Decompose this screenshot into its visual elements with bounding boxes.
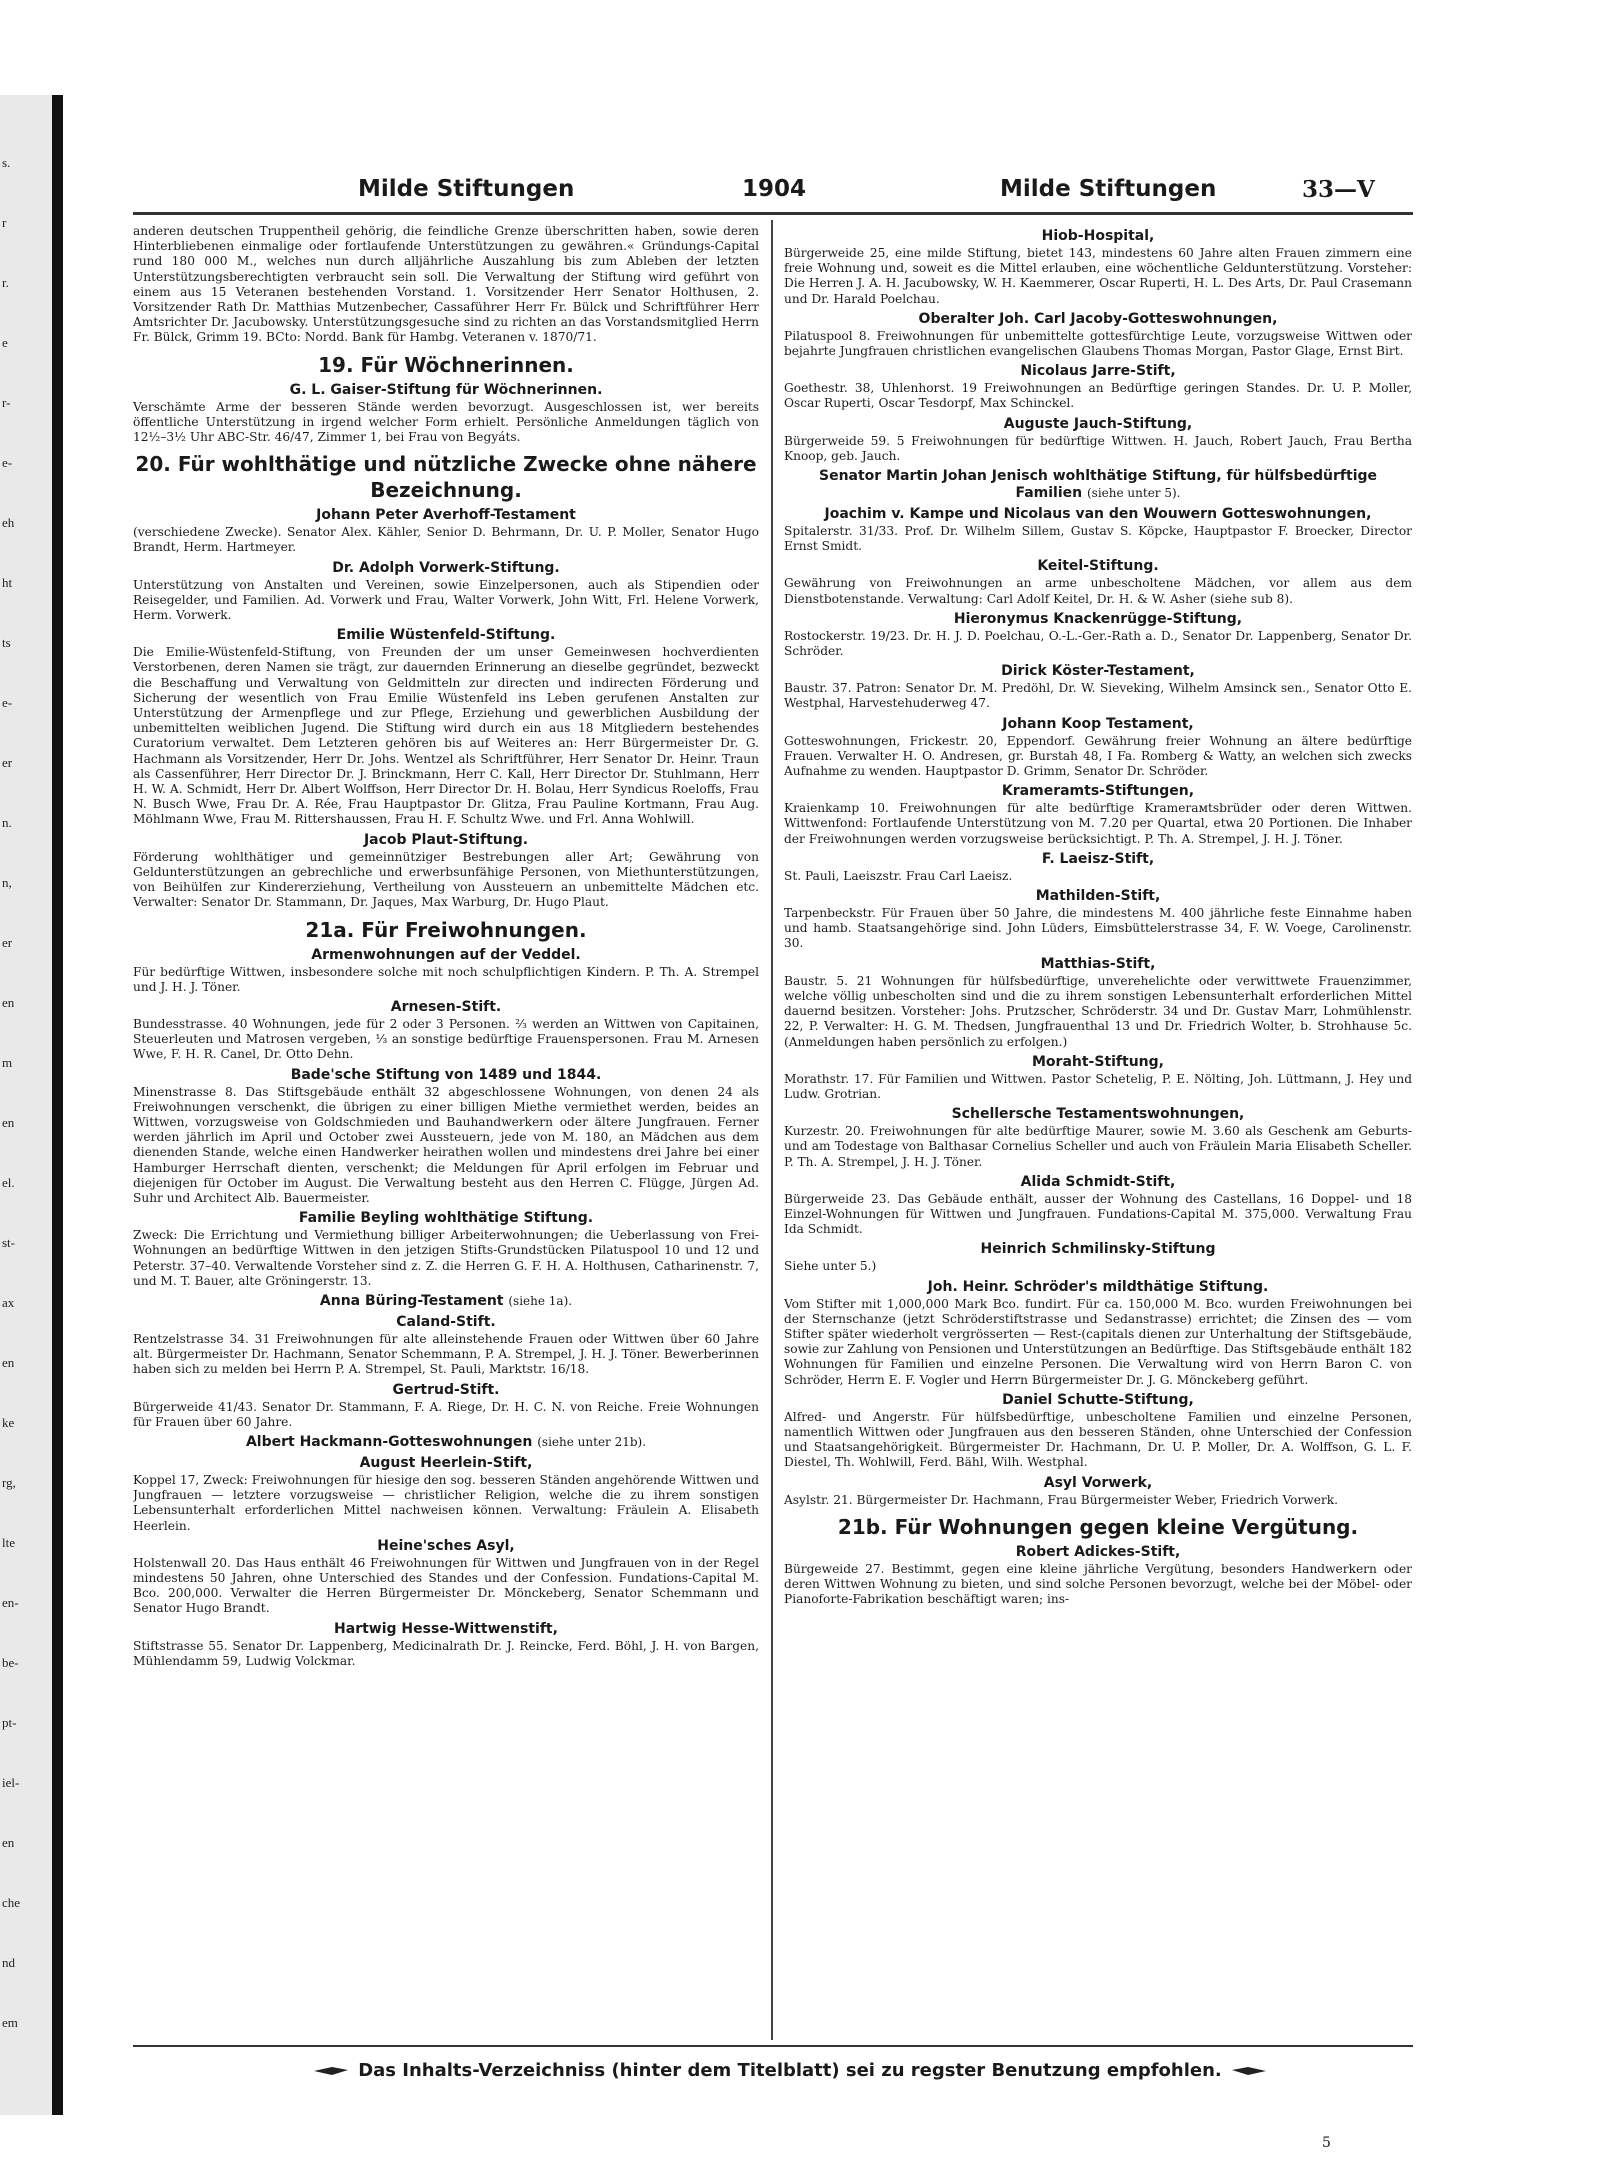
entry-text: St. Pauli, Laeiszstr. Frau Carl Laeisz. (784, 868, 1013, 883)
margin-fragment: ke (2, 1415, 15, 1430)
margin-fragment: m (2, 1055, 13, 1070)
entry-title: Armenwohnungen auf der Veddel. (311, 946, 581, 963)
entry-text: Bürgerweide 59. 5 Freiwohnungen für bedürftige Wittwen. H. Jauch, Robert Jauch, Frau Bertha Knoop, geb. Jauch. (784, 433, 1412, 463)
page-number: 5 (1322, 2135, 1331, 2151)
entry-text: (verschiedene Zwecke). Senator Alex. Kähler, Senior D. Behrmann, Dr. U. P. Moller, Senator Hugo Brandt, Herm. Hartmeyer. (133, 525, 759, 555)
entry-text: Siehe unter 5.) (784, 1259, 877, 1274)
entry-text: Bürgerweide 41/43. Senator Dr. Stammann, F. A. Riege, Dr. H. C. N. von Reiche. Freie Wohnungen für Frauen über 60 Jahre. (133, 1399, 759, 1429)
entry-title: Caland-Stift. (396, 1313, 496, 1330)
entry-text: Pilatuspool 8. Freiwohnungen für unbemittelte gottesfürchtige Leute, vorzugsweise Wittwen oder bejahrte Jungfrauen christlichen evangelischen Glaubens Thomas Morgan, Pastor Glage, Ernst Birt. (784, 328, 1412, 359)
margin-fragment: rg, (2, 1475, 16, 1490)
entry-title: Keitel-Stiftung. (1037, 558, 1159, 575)
entry-title: August Heerlein-Stift, (359, 1454, 533, 1471)
entry-text: Tarpenbeckstr. Für Frauen über 50 Jahre, die mindestens M. 400 jährliche feste Einnahme haben und hamb. Staatsangehörige sind. John Lüders, Eimsbüttelerstrasse 34, F. W. Voege, Carolinenstr. 30. (784, 906, 1412, 951)
margin-fragment: r. (2, 275, 9, 290)
entry-text: Bundesstrasse. 40 Wohnungen, jede für 2 oder 3 Personen. ⅔ werden an Wittwen von Capitainen, Steuerleuten und Matrosen vergeben, ⅓ an sonstige bedürftige Frauenspersonen. Frau M. Arnesen Wwe, F. H. R. Canel, Dr. Otto Dehn. (133, 1016, 759, 1062)
margin-fragment: eh (2, 515, 15, 530)
entry-text: Verschämte Arme der besseren Stände werden bevorzugt. Ausgeschlossen ist, wer bereits öffentliche Unterstützung in irgend welcher Form erhielt. Persönliche Anmeldungen täglich von 12½–3½ Uhr ABC-Str. 46/47, Zimmer 1, bei Frau von Begyáts. (133, 399, 759, 445)
entry-title: Gertrud-Stift. (392, 1381, 500, 1398)
section-heading: 21b. Für Wohnungen gegen kleine Vergütung. (837, 1514, 1359, 1539)
margin-fragment: er (2, 935, 13, 950)
margin-fragment: en (2, 995, 15, 1010)
adjacent-page-edge (0, 95, 52, 2115)
margin-fragment: en- (2, 1595, 19, 1610)
footer-note (240, 2060, 1340, 2081)
entry-text: Asylstr. 21. Bürgermeister Dr. Hachmann, Frau Bürgermeister Weber, Friedrich Vorwerk. (784, 1492, 1339, 1507)
entry-title: Anna Büring-Testament (siehe 1a). (319, 1292, 573, 1309)
pointing-hand-icon (1228, 2064, 1268, 2078)
margin-fragment: ax (2, 1295, 15, 1310)
entry-title: Senator Martin Johan Jenisch wohlthätige Stiftung, für hülfsbedürftige Familien (siehe unter 5). (818, 468, 1378, 502)
entry-text: Für bedürftige Wittwen, insbesondere solche mit noch schulpflichtigen Kindern. P. Th. A. Strempel und J. H. J. Töner. (133, 964, 759, 994)
entry-text: Kurzestr. 20. Freiwohnungen für alte bedürftige Maurer, sowie M. 3.60 als Geschenk am Geburts- und am Todestage von Balthasar Cornelius Scheller und auch von Fräulein Maria Elisabeth Scheller. P. Th. A. Strempel, J. H. J. Töner. (784, 1124, 1412, 1169)
entry-text: Kraienkamp 10. Freiwohnungen für alte bedürftige Kramerамtsbrüder oder deren Wittwen. Wittwenfond: Fortlaufende Unterstützung von M. 7.20 per Quartal, etwa 20 Portionen. Die Inhaber der Freiwohnungen werden vorzugsweise berücksichtigt. P. Th. A. Strempel, J. H. J. Töner. (784, 801, 1412, 846)
entry-title: Krameramts-Stiftungen, (1001, 783, 1195, 800)
entry-text: Rentzelstrasse 34. 31 Freiwohnungen für alte alleinstehende Frauen oder Wittwen über 60 Jahre alt. Bürgermeister Dr. Hachmann, Senator Schemmann, P. A. Strempel, J. H. J. Töner. Bewerberinnen haben sich zu melden bei Herrn P. A. Strempel, St. Pauli, Marktstr. 16/18. (133, 1331, 759, 1377)
margin-fragment: che (2, 1895, 21, 1910)
entry-text: Rostockerstr. 19/23. Dr. H. J. D. Poelchau, O.-L.-Ger.-Rath a. D., Senator Dr. Lappenberg, Senator Dr. Schröder. (784, 628, 1412, 659)
entry-text: Koppel 17, Zweck: Freiwohnungen für hiesige den sog. besseren Ständen angehörende Wittwen und Jungfrauen — letztere vorzugsweise — christlicher Religion, welche die zu ihrem sonstigen Lebensunterhalt erforderlichen Mittel nachweisen können. Verwaltung: Fräulein A. Elisabeth Heerlein. (133, 1472, 759, 1533)
entry-title: Robert Adickes-Stift, (1015, 1543, 1181, 1560)
entry-title: Matthias-Stift, (1040, 955, 1156, 972)
margin-fragment: e- (2, 455, 13, 470)
cross-reference: (siehe unter 5). (1087, 486, 1181, 501)
margin-fragment: er (2, 755, 13, 770)
margin-fragment: lte (2, 1535, 15, 1550)
margin-fragment: ht (2, 575, 13, 590)
entry-text: Bürgeweide 27. Bestimmt, gegen eine kleine jährliche Vergütung, besonders Handwerkern oder deren Wittwen Wohnung zu bieten, und sind solche Personen bevorzugt, welche bei der Möbel- oder Pianoforte-Fabrikation beschäftigt waren; ins- (784, 1561, 1412, 1607)
cross-reference: (siehe 1a). (508, 1293, 573, 1308)
margin-fragment: e (2, 335, 8, 350)
left-column (133, 224, 759, 2062)
section-heading: 21a. Für Freiwohnungen. (305, 917, 587, 942)
entry-text: Bürgerweide 23. Das Gebäude enthält, ausser der Wohnung des Castellans, 16 Doppel- und 18 Einzel-Wohnungen für Wittwen und Jungfrauen. Fundations-Capital M. 375,000. Verwaltung Frau Ida Schmidt. (784, 1191, 1412, 1237)
entry-title: Jacob Plaut-Stiftung. (363, 831, 529, 848)
footer-rule (133, 2045, 1413, 2047)
right-column (784, 224, 1412, 2062)
entry-title: Heine'sches Asyl, (377, 1537, 515, 1554)
entry-text: Minenstrasse 8. Das Stiftsgebäude enthält 32 abgeschlossene Wohnungen, von denen 24 als Freiwohnungen verschenkt, die übrigen zu einer billigen Miethe vermiethet werden, beides an Wittwen, vorzugsweise von Goldschmieden und Bauhandwerkern oder ältere Jungfrauen. Ferner werden jährlich im April und October zwei Aussteuern, jede von M. 180, an Mädchen aus dem dienenden Stande, welche einen Handwerker heirathen wollen und mindestens drei Jahre bei einer Hamburger Herrschaft dienten, verschenkt; die Meldungen für April erfolgen im Februar und diejenigen für October im August. Die Verwaltung besteht aus den Herren C. Flügge, Jürgen Ad. Suhr und Architect Alb. Bauermeister. (133, 1084, 759, 1205)
entry-title: G. L. Gaiser-Stiftung für Wöchnerinnen. (289, 381, 603, 398)
entry-text: Baustr. 5. 21 Wohnungen für hülfsbedürftige, unverehelichte oder verwittwete Frauenzimmer, welche völlig unbescholten sind und die zu ihrem sonstigen Lebensunterhalt erforderlichen Mittel dauernd besitzen. Vorsteher: Johs. Prutzscher, Schröderstr. 34 und Dr. Gustav Marr, Lohmühlenstr. 22, P. Verwalter: H. G. M. Thedsen, Jungfrauenthal 13 und Dr. Friedrich Wolter, b. Strohhause 5c. (Anmeldungen haben persönlich zu erfolgen.) (784, 973, 1412, 1049)
entry-title: F. Laeisz-Stift, (1041, 850, 1155, 867)
margin-fragment: el. (2, 1175, 15, 1190)
entry-text: Holstenwall 20. Das Haus enthält 46 Freiwohnungen für Wittwen und Jungfrauen von in der Regel mindestens 50 Jahren, ohne Unterschied des Standes und der Confession. Fundations-Capital M. Bco. 200,000. Verwalter die Herren Bürgermeister Dr. Mönckeberg, Senator Schemmann und Senator Hugo Brandt. (133, 1555, 759, 1616)
margin-fragment: e- (2, 695, 13, 710)
margin-fragment: n. (2, 815, 12, 830)
entry-text: Förderung wohlthätiger und gemeinnütziger Bestrebungen aller Art; Gewährung von Geldunterstützungen an gebrechliche und erwerbsunfähige Personen, von Miethunterstützungen, von Beihülfen zur Kindererziehung, Vertheilung von Aussteuern an unbemittelte Mädchen etc. Verwalter: Senator Dr. Stammann, Dr. Jaques, Max Warburg, Dr. Hugo Plaut. (133, 849, 759, 910)
entry-text: Alfred- und Angerstr. Für hülfsbedürftige, unbescholtene Familien und einzelne Personen, namentlich Wittwen oder Jungfrauen aus den besseren Ständen, ohne Unterschied der Confession und Staatsangehörigkeit. Bürgermeister Dr. Hachmann, Dr. U. P. Moller, Dr. A. Wolffson, G. L. F. Diestel, Th. Wohlwill, Ferd. Bähl, Wilh. Westphal. (784, 1409, 1412, 1470)
entry-title: Mathilden-Stift, (1035, 888, 1161, 905)
entry-text: Zweck: Die Errichtung und Vermiethung billiger Arbeiterwohnungen; die Ueberlassung von Frei-Wohnungen an bedürftige Wittwen in den jetzigen Stifts-Grundstücken Pilatuspool 10 und 12 und Peterstr. 37–40. Verwaltende Vorsteher sind z. Z. die Herren G. F. H. A. Holthusen, Catharinenstr. 7, und M. T. Bauer, alte Gröningerstr. 13. (133, 1228, 759, 1288)
entry-text: Goethestr. 38, Uhlenhorst. 19 Freiwohnungen an Bedürftige geringen Standes. Dr. U. P. Moller, Oscar Ruperti, Oscar Tesdorpf, Max Schinckel. (784, 381, 1412, 411)
entry-title: Nicolaus Jarre-Stift, (1020, 363, 1176, 380)
running-head-page: 33—V (1302, 176, 1375, 203)
margin-fragment: en (2, 1355, 15, 1370)
entry-text: Gotteswohnungen, Frickestr. 20, Eppendorf. Gewährung freier Wohnung an ältere bedürftige Frauen. Verwalter H. O. Andresen, gr. Burstah 48, I Fa. Romberg & Watty, an welchen sich zwecks Aufnahme zu wenden. Hauptpastor D. Grimm, Senator Dr. Schröder. (784, 733, 1412, 779)
entry-title: Schellersche Testamentswohnungen, (951, 1106, 1245, 1123)
entry-title: Dirick Köster-Testament, (1001, 663, 1195, 680)
section-heading: 19. Für Wöchnerinnen. (318, 352, 574, 377)
margin-fragment: n, (2, 875, 12, 890)
entry-title: Hieronymus Knackenrügge-Stiftung, (953, 610, 1243, 627)
entry-title: Auguste Jauch-Stiftung, (1003, 415, 1193, 432)
entry-text: Spitalerstr. 31/33. Prof. Dr. Wilhelm Sillem, Gustav S. Köpcke, Hauptpastor F. Broecker, Director Ernst Smidt. (784, 524, 1412, 554)
margin-fragment: ts (2, 635, 11, 650)
entry-title: Daniel Schutte-Stiftung, (1002, 1391, 1194, 1408)
margin-fragment: st- (2, 1235, 15, 1250)
column-rule (771, 220, 773, 2040)
entry-title: Familie Beyling wohlthätige Stiftung. (298, 1210, 594, 1227)
running-head-left: Milde Stiftungen (358, 176, 575, 202)
margin-fragment: em (2, 2015, 18, 2030)
entry-title: Heinrich Schmilinsky-Stiftung (980, 1241, 1216, 1258)
margin-fragment: be- (2, 1655, 19, 1670)
footer-note-text: Das Inhalts-Verzeichniss (hinter dem Titelblatt) sei zu regster Benutzung empfohlen. (358, 2060, 1222, 2081)
margin-fragment: pt- (2, 1715, 17, 1730)
entry-title: Bade'sche Stiftung von 1489 und 1844. (290, 1066, 602, 1083)
pointing-hand-icon (312, 2064, 352, 2078)
entry-text: Gewährung von Freiwohnungen an arme unbescholtene Mädchen, vor allem aus dem Dienstbotenstande. Verwaltung: Carl Adolf Keitel, Dr. H. & W. Asher (siehe sub 8). (784, 576, 1412, 606)
entry-title: Hiob-Hospital, (1041, 228, 1155, 244)
entry-title: Alida Schmidt-Stift, (1020, 1173, 1176, 1190)
margin-fragment: en (2, 1115, 15, 1130)
running-head-right: Milde Stiftungen (1000, 176, 1217, 202)
entry-text: Morathstr. 17. Für Familien und Wittwen. Pastor Schetelig, P. E. Nölting, Joh. Lüttmann, J. Hey und Ludw. Grotrian. (784, 1071, 1412, 1101)
entry-title: Albert Hackmann-Gotteswohnungen (siehe unter 21b). (245, 1433, 647, 1450)
entry-title: Moraht-Stiftung, (1031, 1053, 1164, 1070)
margin-fragment: r- (2, 395, 11, 410)
entry-title: Arnesen-Stift. (390, 998, 502, 1015)
entry-title: Johann Peter Averhoff-Testament (316, 507, 576, 524)
entry-text: Bürgerweide 25, eine milde Stiftung, bietet 143, mindestens 60 Jahre alten Frauen zimmern eine freie Wohnung und, soweit es die Mittel erlauben, eine wöchentliche Geldunterstützung. Vorsteher: Die Herren J. A. H. Jacubowsky, W. H. Kaemmerer, Oscar Ruperti, H. L. Des Arts, Dr. Paul Crasemann und Dr. Harald Poelchau. (784, 246, 1412, 306)
cross-reference: (siehe unter 21b). (537, 1434, 647, 1449)
margin-fragment: iel- (2, 1775, 20, 1790)
entry-text: Vom Stifter mit 1,000,000 Mark Bco. fundirt. Für ca. 150,000 M. Bco. wurden Freiwohnungen bei der Sternschanze (jetzt Schröderstiftstrasse und Sedanstrasse) errichtet; die Zinsen des — vom Stifter später wiederholt vergrösserten — Rest-(capitals dienen zur Unterhaltung der Stiftsgebäude, sowie zur Zahlung von Pensionen und Unterstützungen an Bedürftige. Das Stiftsgebäude enthält 182 Wohnungen für Familien und einzelne Personen. Die Verwaltung wird von Herrn Baron C. von Schröder, Herrn E. F. Vogler und Herrn Bürgermeister Dr. J. G. Mönckeberg geführt. (784, 1296, 1412, 1387)
running-head-year: 1904 (742, 176, 807, 202)
entry-title: Hartwig Hesse-Wittwenstift, (334, 1620, 558, 1637)
entry-title: Joachim v. Kampe und Nicolaus van den Wouwern Gotteswohnungen, (824, 506, 1372, 523)
entry-title: Johann Koop Testament, (1002, 715, 1194, 732)
margin-fragment: en (2, 1835, 15, 1850)
entry-title: Joh. Heinr. Schröder's mildthätige Stiftung. (927, 1278, 1269, 1295)
entry-title: Emilie Wüstenfeld-Stiftung. (336, 627, 556, 644)
entry-text: anderen deutschen Truppentheil gehörig, die feindliche Grenze überschritten haben, sowie deren Hinterbliebenen einmalige oder fortlaufende Unterstützungen zu gewähren.« Gründungs-Capital rund 180 000 M., welches nun durch alljährliche Auszahlung bis zum Ableben der letzten Unterstützungsberechtigten verbraucht sein soll. Die Verwaltung der Stiftung wird geführt von einem aus 15 Veteranen bestehenden Vorstand. 1. Vorsitzender Herr Senator Holthusen, 2. Vorsitzender Rath Dr. Matthias Mutzenbecher, Cassaführer Herr Fr. Bülck und Schriftführer Herr Amtsrichter Dr. Jacubowsky. Unterstützungsgesuche sind zu richten an das Vorstandsmitglied Herrn Fr. Bülck, Grimm 19. BCto: Nordd. Bank für Hambg. Veteranen v. 1870/71. (133, 224, 759, 345)
margin-fragment: s. (2, 155, 11, 170)
page-gutter (52, 95, 63, 2115)
entry-text: Stiftstrasse 55. Senator Dr. Lappenberg, Medicinalrath Dr. J. Reincke, Ferd. Böhl, J. H. von Bargen, Mühlendamm 59, Ludwig Volckmar. (133, 1638, 759, 1668)
entry-text: Baustr. 37. Patron: Senator Dr. M. Predöhl, Dr. W. Sieveking, Wilhelm Amsinck sen., Senator Otto E. Westphal, Harvestehuderweg 47. (784, 681, 1412, 711)
entry-text: Unterstützung von Anstalten und Vereinen, sowie Einzelpersonen, auch als Stipendien oder Reisegelder, und Familien. Ad. Vorwerk und Frau, Walter Vorwerk, John Witt, Frl. Helene Vorwerk, Herm. Vorwerk. (133, 577, 759, 623)
margin-fragment: nd (2, 1955, 15, 1970)
margin-fragment: r (2, 215, 7, 230)
entry-title: Oberalter Joh. Carl Jacoby-Gotteswohnungen, (918, 310, 1278, 327)
entry-title: Asyl Vorwerk, (1043, 1474, 1153, 1491)
entry-text: Die Emilie-Wüstenfeld-Stiftung, von Freunden der um unser Gemeinwesen hochverdienten Verstorbenen, deren Namen sie trägt, zur dauernden Erinnerung an dieselbe gegründet, bezweckt die Beschaffung und Verwaltung von Geldmitteln zur directen und indirecten Förderung und Sicherung der wesentlich von Frau Emilie Wüstenfeld ins Leben gerufenen Anstalten zur Unterstützung der Armenpflege und zur Pflege, Erziehung und gewerblichen Ausbildung der unbemittelten weiblichen Jugend. Die Stiftung wird durch ein aus 18 Mitgliedern bestehendes Curatorium verwaltet. Dem Letzteren gehören bis auf Weiteres an: Herr Bürgermeister Dr. G. Hachmann als Vorsitzender, Herr Dr. Johs. Wentzel als Schriftführer, Herr Senator Dr. Heinr. Traun als Cassenführer, Herr Director Dr. J. Brinckmann, Herr C. Kall, Herr Director Dr. Stuhlmann, Herr H. W. A. Schmidt, Herr Dr. Albert Wolffson, Herr Director Dr. H. Bolau, Herr Syndicus Roeloffs, Frau N. Busch Wwe, Frau Dr. A. Rée, Frau Hauptpastor Dr. Glitza, Frau Pauline Kortmann, Frau Aug. Möhlmann Wwe, Frau M. Rittershaussen, Frau H. F. Schultz Wwe. und Frl. Anna Wohlwill. (133, 645, 759, 827)
section-heading: 20. Für wohlthätige und nützliche Zwecke ohne nähere Bezeichnung. (135, 452, 757, 503)
entry-title: Dr. Adolph Vorwerk-Stiftung. (332, 559, 560, 576)
header-rule (133, 212, 1413, 215)
